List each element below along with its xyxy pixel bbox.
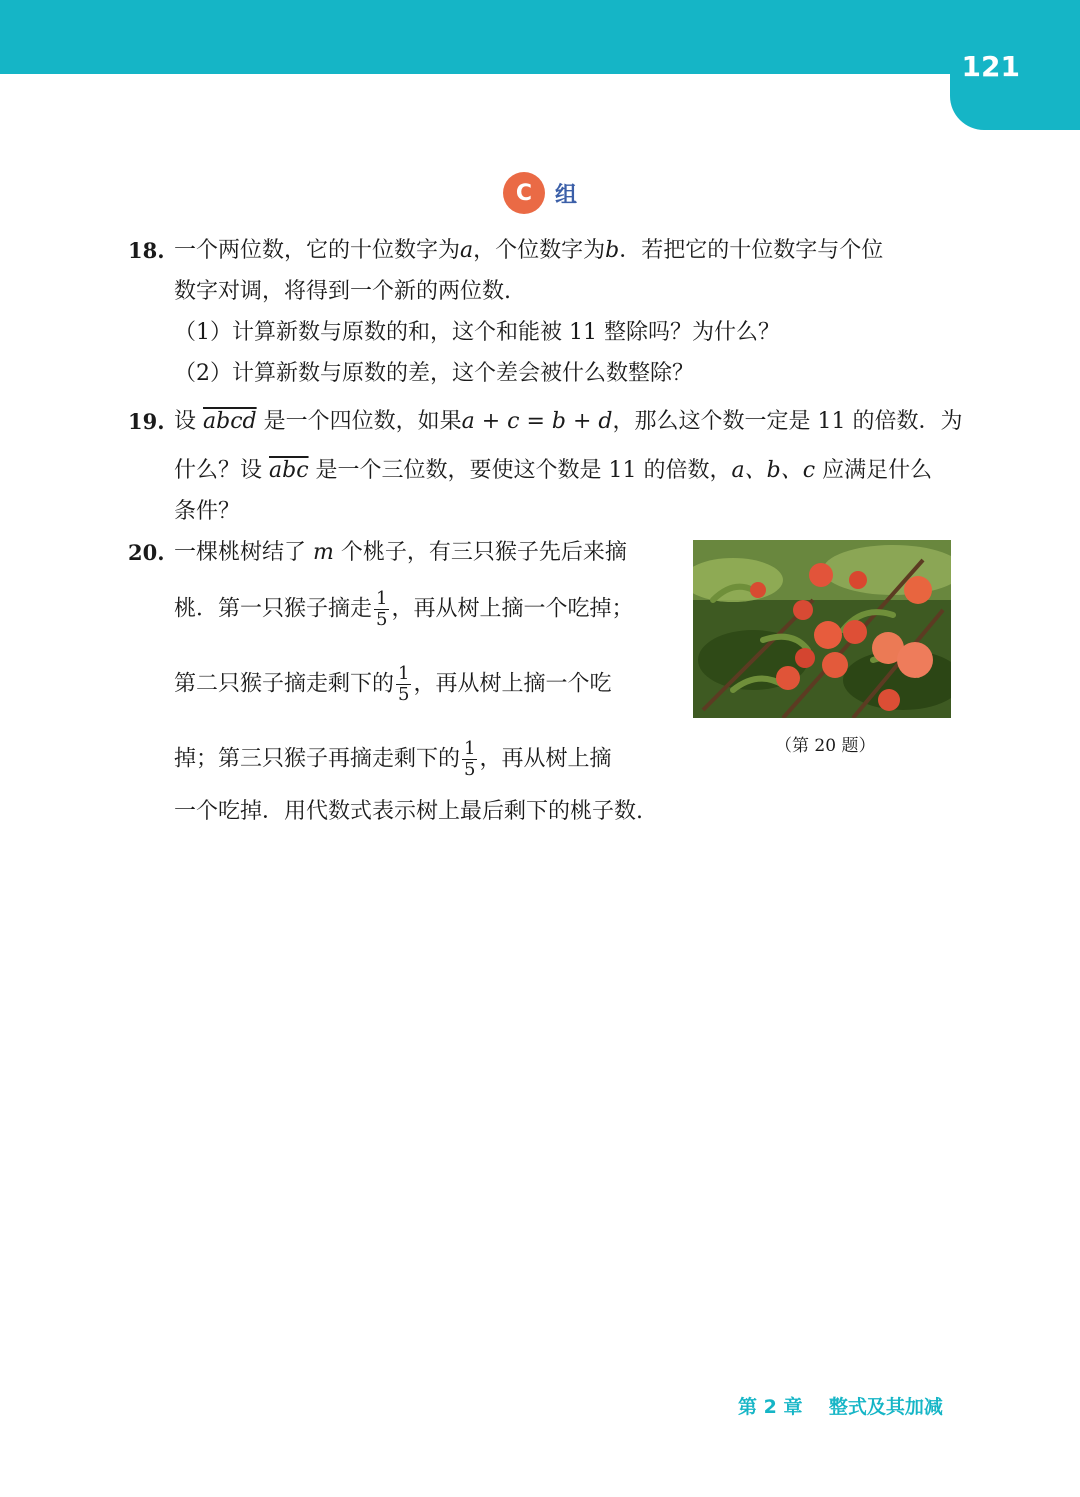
question-20-line-4: 掉；第三只猴子再摘走剩下的 $\frac{1}{5}$ ，再从树上摘 bbox=[174, 738, 612, 780]
chapter-footer: 第 2 章 整式及其加减 bbox=[738, 1396, 943, 1418]
photo-caption: （第 20 题） bbox=[775, 736, 876, 756]
fraction-one-fifth: $\frac{1}{5}$ bbox=[464, 738, 476, 780]
question-19-line-1: 设 abcd 是一个四位数，如果a + c = b + d，那么这个数一定是 11 的倍数．为 bbox=[174, 409, 963, 434]
header-band bbox=[0, 0, 1080, 74]
question-19-number: 19. bbox=[128, 409, 165, 434]
question-18-number: 18. bbox=[128, 238, 165, 263]
question-20-line-3: 第二只猴子摘走剩下的 $\frac{1}{5}$ ，再从树上摘一个吃 bbox=[174, 663, 612, 705]
question-18-line-2: 数字对调，将得到一个新的两位数. bbox=[174, 279, 511, 304]
page-number-tab bbox=[950, 0, 1080, 130]
question-19-line-2: 什么？设 $\overline{abc}$ 是一个三位数，要使这个数是 11 的倍数，a、b、c 应满足什么 bbox=[174, 458, 933, 483]
question-20-line-2: 桃．第一只猴子摘走 $\frac{1}{5}$ ，再从树上摘一个吃掉； bbox=[174, 588, 634, 630]
question-20-number: 20. bbox=[128, 540, 165, 565]
question-18-part-1: （1）计算新数与原数的和，这个和能被 11 整除吗？为什么？ bbox=[174, 320, 780, 345]
abc-overline: $\overline{abc}$ bbox=[269, 458, 309, 483]
peach-tree-photo bbox=[693, 540, 951, 718]
page-number: 121 bbox=[961, 50, 1020, 83]
question-20-line-5: 一个吃掉．用代数式表示树上最后剩下的桃子数. bbox=[174, 799, 643, 824]
abcd-overline: abcd bbox=[203, 409, 257, 434]
group-heading bbox=[503, 172, 577, 214]
fraction-one-fifth: $\frac{1}{5}$ bbox=[398, 663, 410, 705]
group-badge: C bbox=[503, 172, 545, 214]
question-19-line-3: 条件？ bbox=[174, 499, 241, 524]
group-label: 组 bbox=[555, 182, 578, 208]
question-18-part-2: （2）计算新数与原数的差，这个差会被什么数整除？ bbox=[174, 361, 694, 386]
fraction-one-fifth: $\frac{1}{5}$ bbox=[376, 588, 388, 630]
question-18-line-1: 一个两位数，它的十位数字为a，个位数字为b．若把它的十位数字与个位 bbox=[174, 238, 884, 263]
question-20-line-1: 一棵桃树结了 m 个桃子，有三只猴子先后来摘 bbox=[174, 540, 627, 565]
